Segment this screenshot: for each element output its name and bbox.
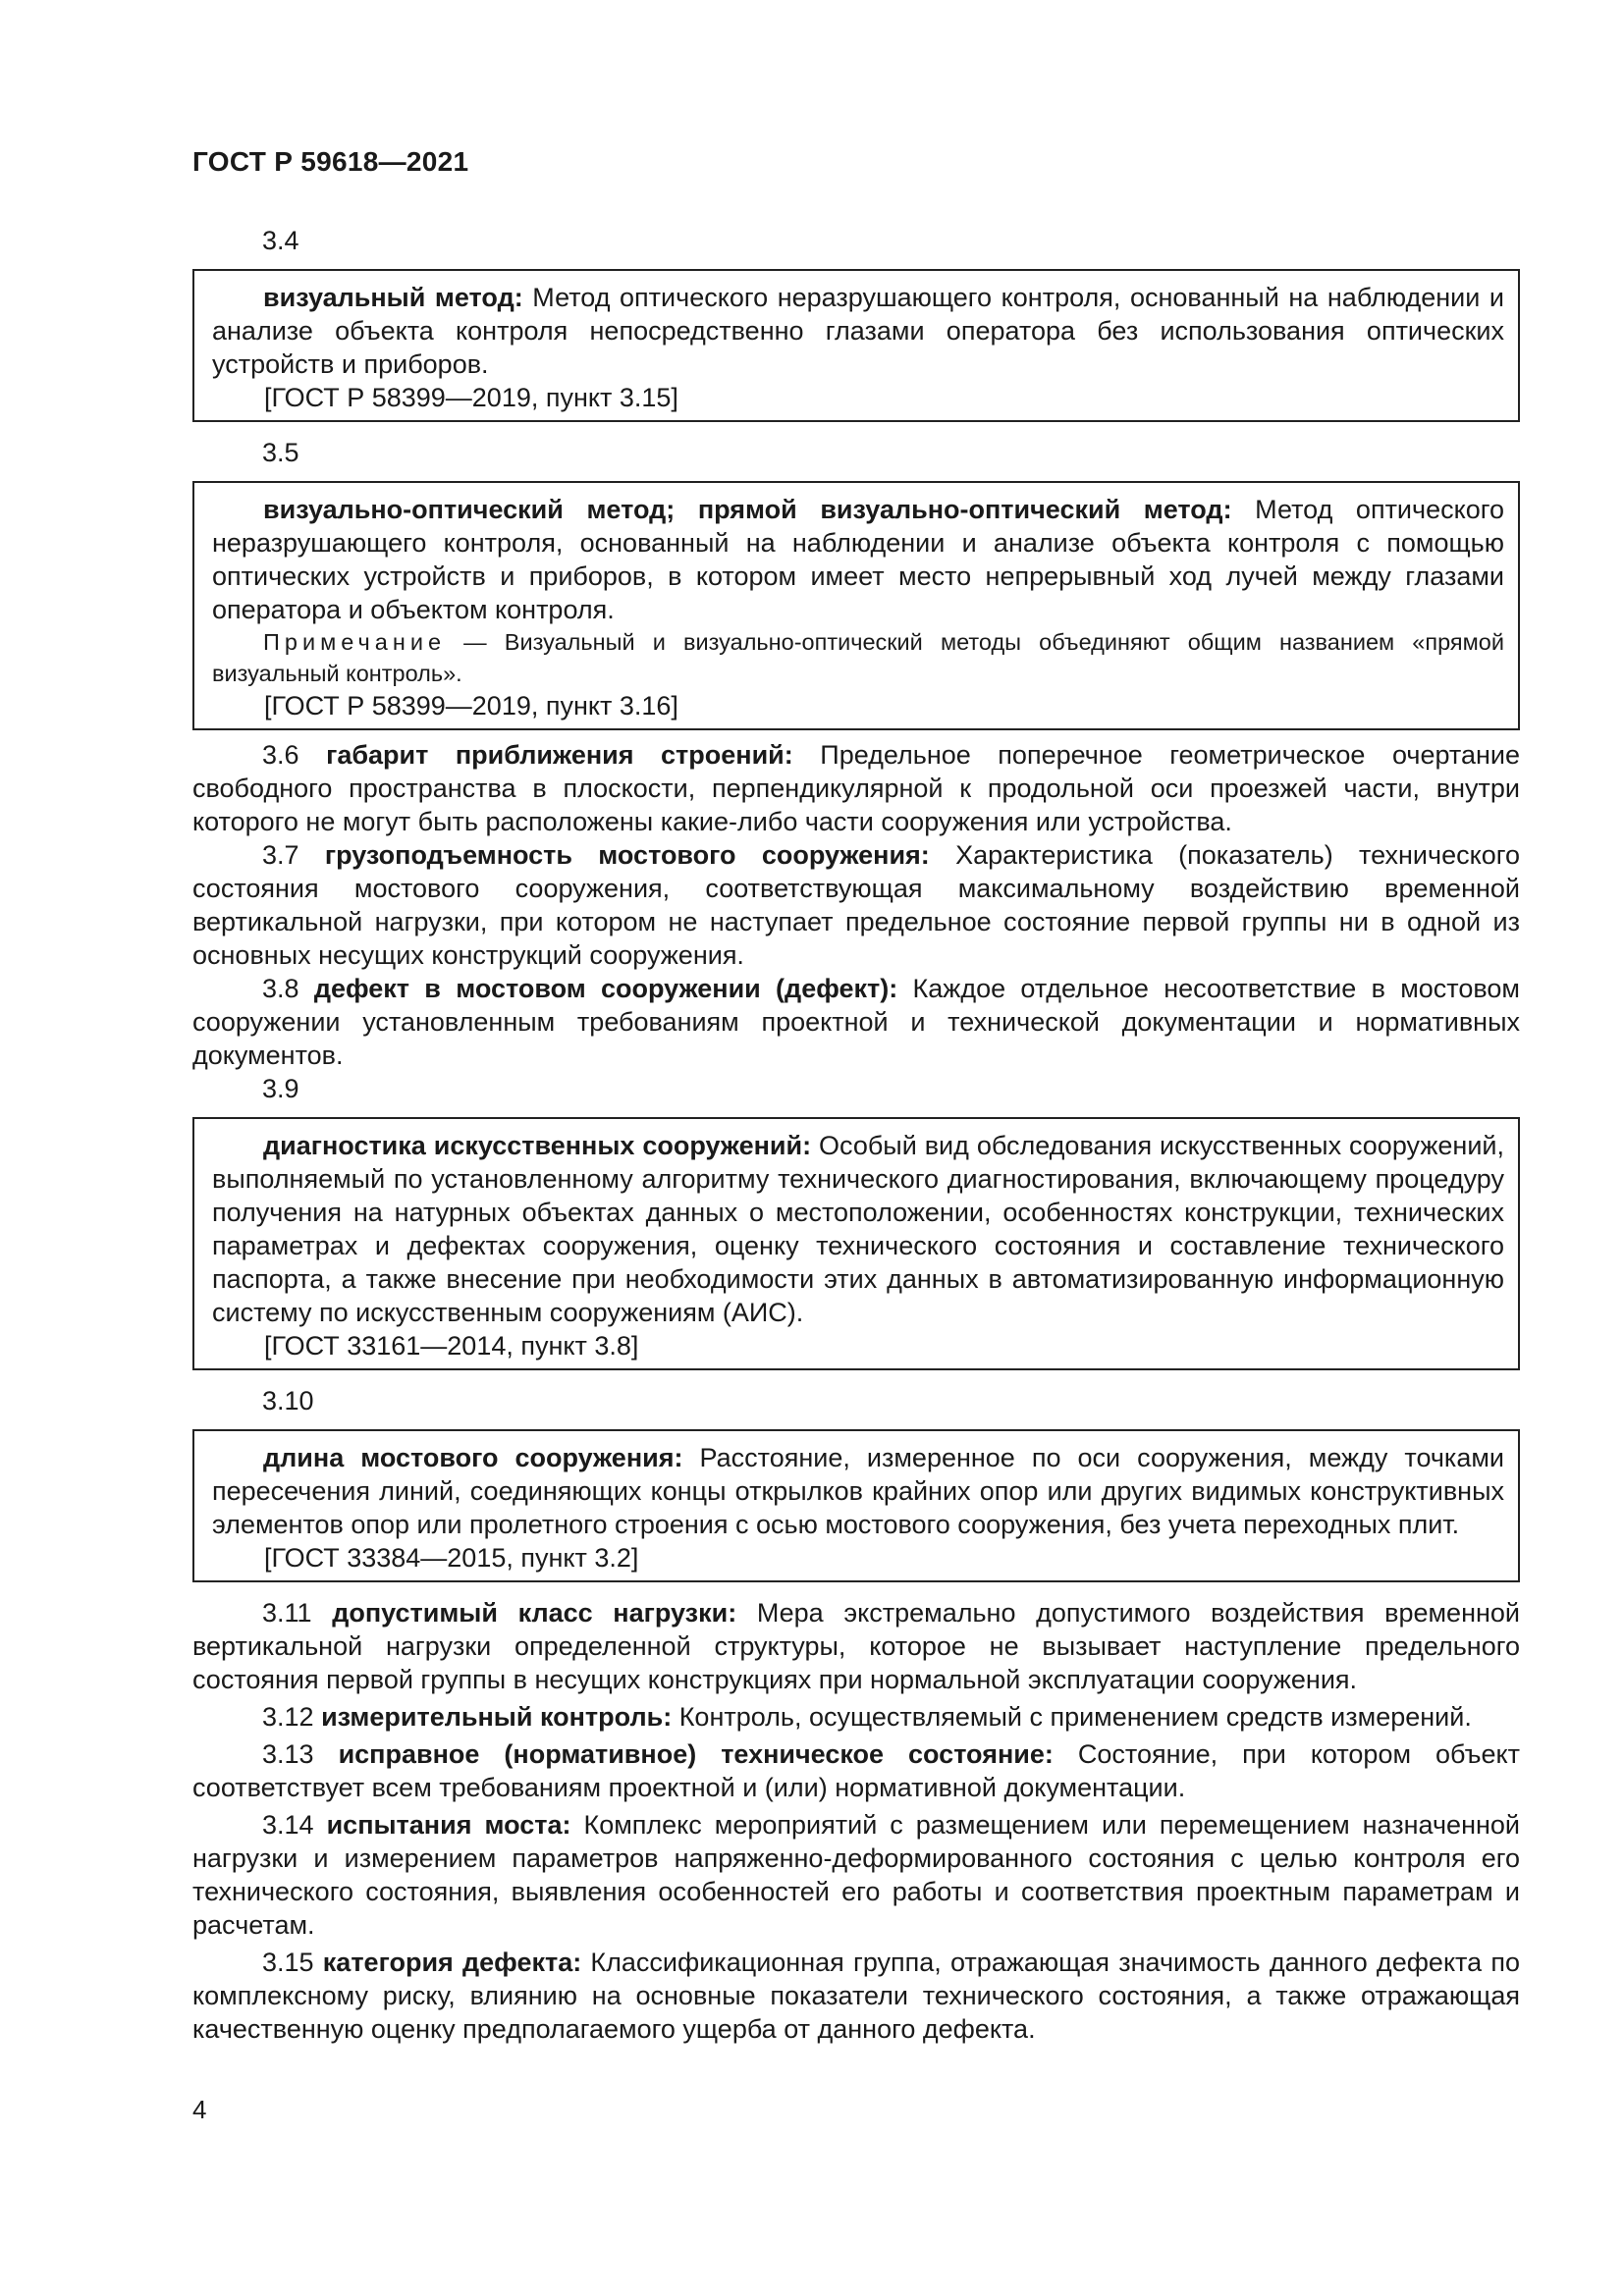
source-reference-3-5: [ГОСТ Р 58399—2019, пункт 3.16] [264, 691, 678, 721]
definition-3-5 [212, 493, 1504, 626]
definition-text-3-11: Мера экстремально допустимого воздействия временной вертикальной нагрузки определенной структуры, которое не вызывает наступление предельного состояния первой группы в несущих конструкциях при нормальной эксплуатации сооружения. [192, 1598, 1520, 1694]
definition-text-3-7: Характеристика (показатель) технического состояния мостового сооружения, соответствующая максимальному воздействию временной вертикальной нагрузки, при котором не наступает предельное состояние первой группы ни в одной из основных несущих конструкций сооружения. [192, 840, 1520, 970]
note-text: — Визуальный и визуально-оптический методы объединяют общим названием «прямой визуальный контроль». [212, 629, 1504, 686]
definition-3-7 [192, 838, 1520, 972]
definition-3-12 [192, 1700, 1520, 1734]
definition-text-3-8: Каждое отдельное несоответствие в мостовом сооружении установленным требованиям проектной и технической документации и нормативных документов. [192, 974, 1520, 1070]
definition-3-6 [192, 738, 1520, 838]
term-3-4: визуальный метод: [263, 283, 523, 312]
term-3-9: диагностика искусственных сооружений: [263, 1131, 812, 1160]
boxed-term-3-4 [192, 269, 1520, 422]
definition-3-9 [212, 1129, 1504, 1329]
definition-text-3-14: Комплекс мероприятий с размещением или перемещением назначенной нагрузки и измерением параметров напряженно-деформированного состояния с целью контроля его технического состояния, выявления особенностей его работы и соответствия проектным параметрам и расчетам. [192, 1810, 1520, 1940]
term-3-5: визуально-оптический метод; прямой визуально-оптический метод: [263, 495, 1232, 524]
definition-text-3-10: Расстояние, измеренное по оси сооружения, между точками пересечения линий, соединяющих концы открылков крайних опор или других видимых конструктивных элементов опор или пролетного строения с осью мостового сооружения, без учета переходных плит. [212, 1443, 1505, 1539]
term-3-7: грузоподъемность мостового сооружения: [324, 840, 930, 870]
boxed-term-3-5 [192, 481, 1520, 730]
definition-3-4 [212, 281, 1504, 381]
page-number: 4 [192, 2095, 207, 2124]
entry-number-3-12: 3.12 [262, 1702, 314, 1732]
source-reference-3-10: [ГОСТ 33384—2015, пункт 3.2] [264, 1543, 639, 1573]
term-3-12: измерительный контроль: [321, 1702, 673, 1732]
term-3-6: габарит приближения строений: [326, 740, 793, 770]
definition-3-8 [192, 972, 1520, 1072]
definition-text-3-6: Предельное поперечное геометрическое очертание свободного пространства в плоскости, перпендикулярной к продольной оси проезжей части, внутри которого не могут быть расположены какие-либо части сооружения или устройства. [192, 740, 1520, 836]
term-3-10: длина мостового сооружения: [263, 1443, 683, 1472]
terms-section [192, 224, 1520, 2046]
entry-number-3-8: 3.8 [262, 974, 299, 1003]
term-3-13: исправное (нормативное) техническое состояние: [338, 1739, 1054, 1769]
definition-3-10 [212, 1441, 1504, 1541]
term-3-11: допустимый класс нагрузки: [332, 1598, 737, 1628]
entry-number-3-15: 3.15 [262, 1948, 314, 1977]
document-header: ГОСТ Р 59618—2021 [192, 146, 469, 177]
term-3-15: категория дефекта: [322, 1948, 582, 1977]
definition-3-11 [192, 1596, 1520, 1696]
term-3-8: дефект в мостовом сооружении (дефект): [313, 974, 898, 1003]
entry-number-3-7: 3.7 [262, 840, 299, 870]
entry-number-3-14: 3.14 [262, 1810, 314, 1840]
definition-text-3-9: Особый вид обследования искусственных сооружений, выполняемый по установленному алгоритму технического диагностирования, включающему процедуру получения на натурных объектах данных о местоположении, особенностях конструкции, технических параметрах и дефектах сооружения, оценку технического состояния и составление технического паспорта, а также внесение при необходимости этих данных в автоматизированную информационную систему по искусственным сооружениям (АИС). [212, 1131, 1504, 1327]
entry-number-3-6: 3.6 [262, 740, 299, 770]
entry-number-3-13: 3.13 [262, 1739, 314, 1769]
source-reference-3-4: [ГОСТ Р 58399—2019, пункт 3.15] [264, 383, 678, 412]
entry-number-3-11: 3.11 [262, 1598, 312, 1628]
definition-text-3-5: Метод оптического неразрушающего контроля, основанный на наблюдении и анализе объекта контроля с помощью оптических устройств и приборов, в котором имеет место непрерывный ход лучей между глазами оператора и объектом контроля. [212, 495, 1504, 624]
definition-text-3-13: Состояние, при котором объект соответствует всем требованиям проектной и (или) нормативной документации. [192, 1739, 1520, 1802]
definition-text-3-4: Метод оптического неразрушающего контроля, основанный на наблюдении и анализе объекта контроля непосредственно глазами оператора без использования оптических устройств и приборов. [212, 283, 1504, 379]
boxed-term-3-10 [192, 1429, 1520, 1582]
entry-number-3-4: 3.4 [262, 226, 299, 255]
source-reference-3-9: [ГОСТ 33161—2014, пункт 3.8] [264, 1331, 639, 1361]
definition-text-3-15: Классификационная группа, отражающая значимость данного дефекта по комплексному риску, влиянию на основные показатели технического состояния, а также отражающая качественную оценку предполагаемого ущерба от данного дефекта. [192, 1948, 1520, 2044]
entry-number-3-10: 3.10 [262, 1386, 314, 1415]
definition-3-14 [192, 1808, 1520, 1942]
definition-3-13 [192, 1737, 1520, 1804]
definition-3-15 [192, 1946, 1520, 2046]
note-label: Примечание [263, 629, 447, 655]
entry-number-3-5: 3.5 [262, 438, 299, 467]
boxed-term-3-9 [192, 1117, 1520, 1370]
definition-text-3-12: Контроль, осуществляемый с применением средств измерений. [672, 1702, 1472, 1732]
entry-number-3-9: 3.9 [262, 1074, 299, 1103]
note-3-5 [212, 626, 1504, 689]
term-3-14: испытания моста: [326, 1810, 571, 1840]
